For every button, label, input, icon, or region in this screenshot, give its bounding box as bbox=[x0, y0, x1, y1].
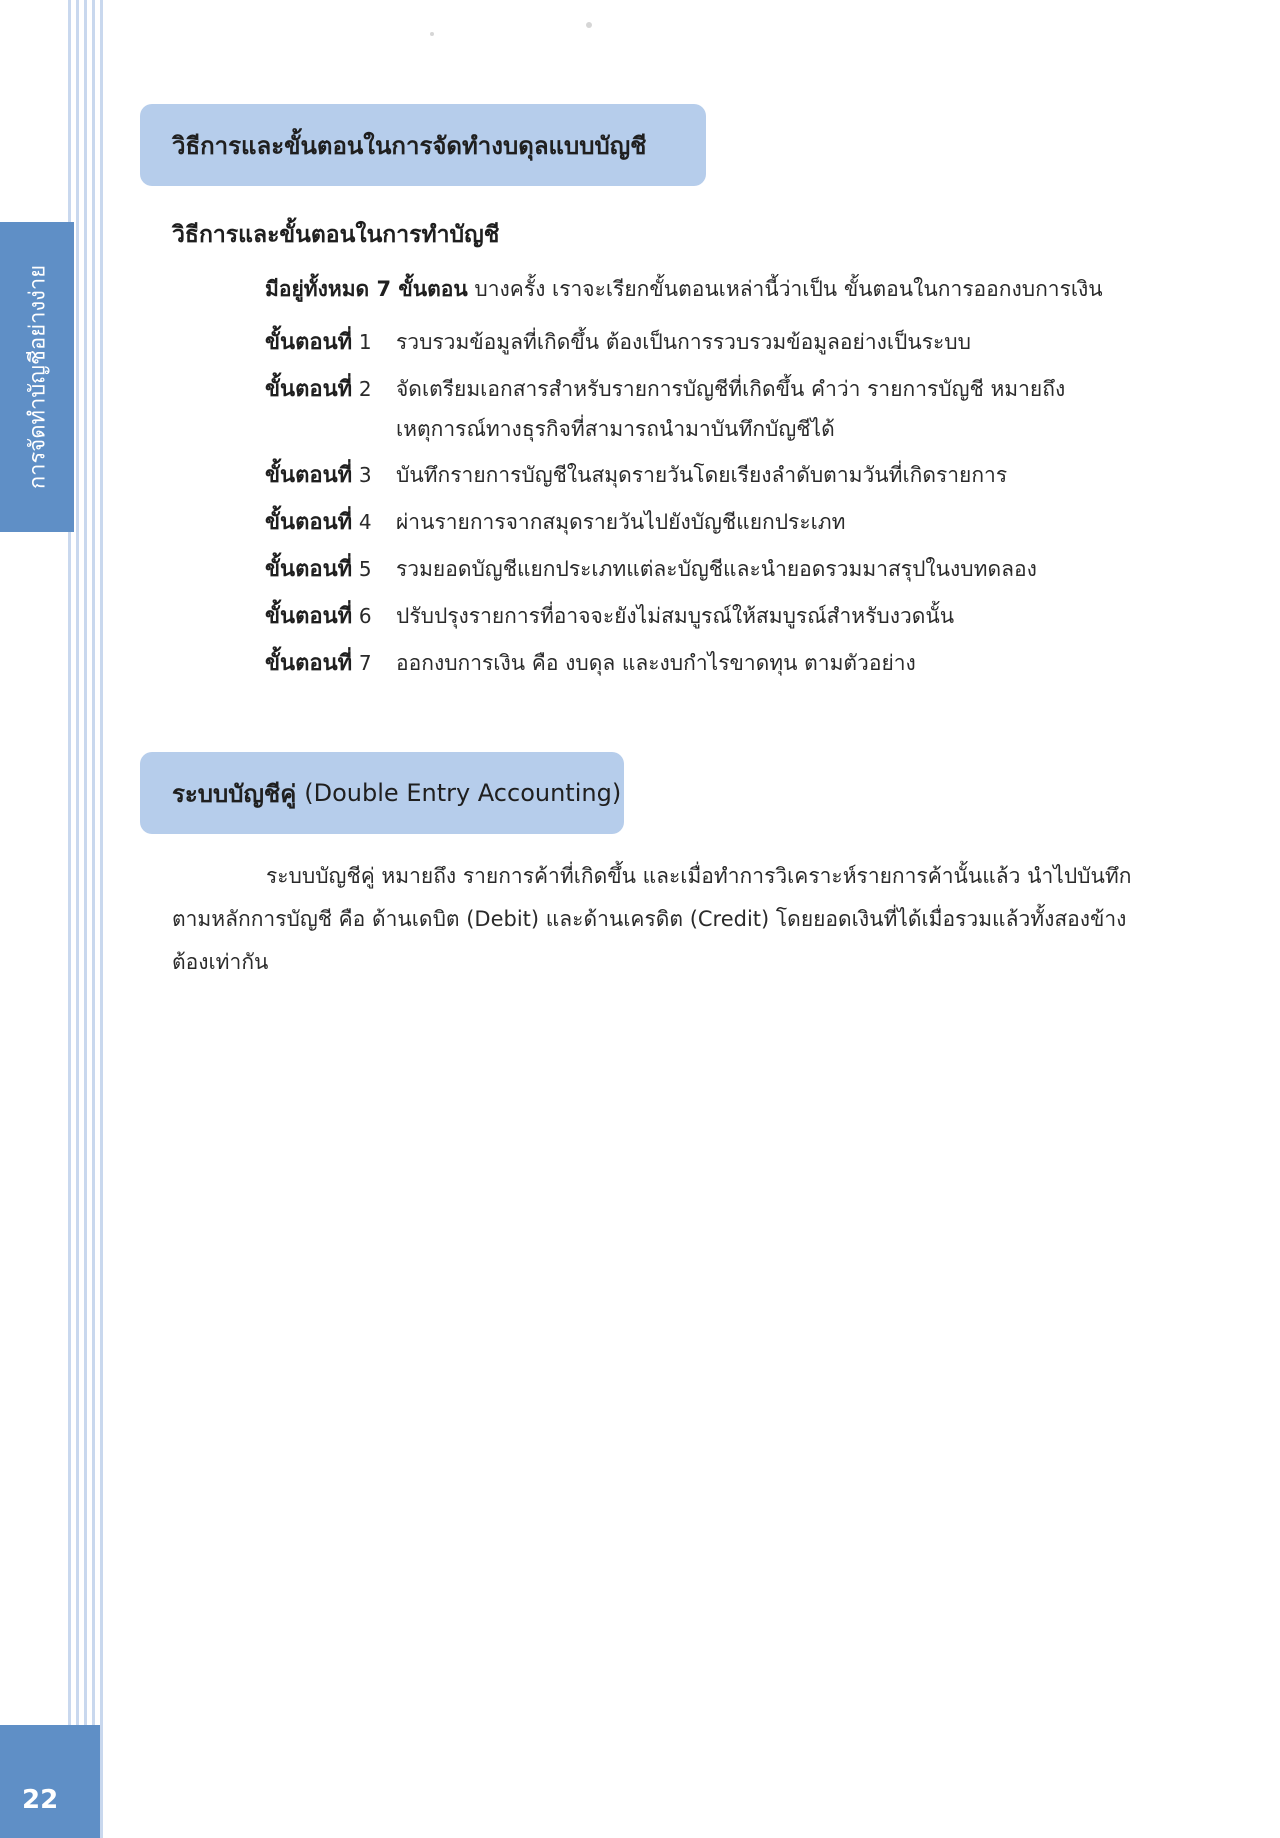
step-label-text: ขั้นตอนที่ bbox=[265, 604, 353, 629]
step-number: 3 bbox=[358, 463, 372, 487]
step-label bbox=[265, 549, 396, 590]
step-label-text: ขั้นตอนที่ bbox=[265, 510, 353, 535]
section-banner-1 bbox=[140, 104, 706, 186]
step-text: จัดเตรียมเอกสารสำหรับรายการบัญชีที่เกิดขึ้น คำว่า รายการบัญชี หมายถึง เหตุการณ์ทางธุรกิจที่สามารถนำมาบันทึกบัญชีได้ bbox=[396, 377, 1066, 441]
step-label-text: ขั้นตอนที่ bbox=[265, 557, 353, 582]
step-text: ผ่านรายการจากสมุดรายวันไปยังบัญชีแยกประเภท bbox=[396, 510, 846, 534]
intro-bold: มีอยู่ทั้งหมด 7 ขั้นตอน bbox=[265, 277, 468, 301]
step-label bbox=[265, 502, 396, 543]
step-label-text: ขั้นตอนที่ bbox=[265, 377, 353, 402]
step-number: 2 bbox=[358, 377, 372, 401]
step-label bbox=[265, 643, 396, 684]
side-line bbox=[84, 0, 87, 1838]
step-item bbox=[265, 549, 1037, 590]
step-label bbox=[265, 369, 396, 449]
intro-text: บางครั้ง เราจะเรียกขั้นตอนเหล่านี้ว่าเป็น ขั้นตอนในการออกงบการเงิน bbox=[467, 277, 1103, 301]
step-number: 4 bbox=[358, 510, 372, 534]
step-item bbox=[265, 596, 954, 637]
scan-speck bbox=[586, 22, 592, 28]
section-banner-1-title: วิธีการและขั้นตอนในการจัดทำงบดุลแบบบัญชี bbox=[172, 131, 647, 160]
page-number: 22 bbox=[22, 1785, 59, 1815]
step-item bbox=[265, 502, 845, 543]
scan-speck bbox=[430, 32, 434, 36]
subheading: วิธีการและขั้นตอนในการทำบัญชี bbox=[172, 222, 500, 248]
step-item bbox=[265, 369, 1136, 449]
step-number: 6 bbox=[358, 604, 372, 628]
step-number: 7 bbox=[358, 651, 372, 675]
step-label-text: ขั้นตอนที่ bbox=[265, 463, 353, 488]
section-banner-2-subtitle: (Double Entry Accounting) bbox=[304, 779, 622, 807]
step-item bbox=[265, 322, 971, 363]
step-text: รวบรวมข้อมูลที่เกิดขึ้น ต้องเป็นการรวบรวมข้อมูลอย่างเป็นระบบ bbox=[396, 330, 971, 354]
side-line bbox=[92, 0, 95, 1838]
step-item bbox=[265, 643, 916, 684]
step-label bbox=[265, 596, 396, 637]
section-banner-2-title: ระบบบัญชีคู่ bbox=[172, 779, 297, 808]
side-line bbox=[76, 0, 79, 1838]
section-banner-2 bbox=[140, 752, 624, 834]
step-label bbox=[265, 455, 396, 496]
step-text: ปรับปรุงรายการที่อาจจะยังไม่สมบูรณ์ให้สมบูรณ์สำหรับงวดนั้น bbox=[396, 604, 955, 628]
chapter-tab-title: การจัดทำบัญชีอย่างง่าย bbox=[25, 264, 51, 490]
intro-line bbox=[265, 273, 1103, 306]
step-text: บันทึกรายการบัญชีในสมุดรายวันโดยเรียงลำดับตามวันที่เกิดรายการ bbox=[396, 463, 1008, 487]
step-item bbox=[265, 455, 1007, 496]
step-label bbox=[265, 322, 396, 363]
step-text: รวมยอดบัญชีแยกประเภทแต่ละบัญชีและนำยอดรวมมาสรุปในงบทดลอง bbox=[396, 557, 1037, 581]
page-number-box bbox=[0, 1725, 100, 1838]
step-label-text: ขั้นตอนที่ bbox=[265, 330, 353, 355]
step-number: 1 bbox=[358, 330, 372, 354]
side-line bbox=[100, 0, 103, 1838]
body-paragraph: ระบบบัญชีคู่ หมายถึง รายการค้าที่เกิดขึ้น และเมื่อทำการวิเคราะห์รายการค้านั้นแล้ว นำไปบันทึกตามหลักการบัญชี คือ ด้านเดบิต (Debit) และด้านเครดิต (Credit) โดยยอดเงินที่ได้เมื่อรวมแล้วทั้งสองข้างต้องเท่ากัน bbox=[172, 864, 1132, 974]
step-number: 5 bbox=[358, 557, 372, 581]
step-text: ออกงบการเงิน คือ งบดุล และงบกำไรขาดทุน ตามตัวอย่าง bbox=[396, 651, 916, 675]
step-label-text: ขั้นตอนที่ bbox=[265, 651, 353, 676]
